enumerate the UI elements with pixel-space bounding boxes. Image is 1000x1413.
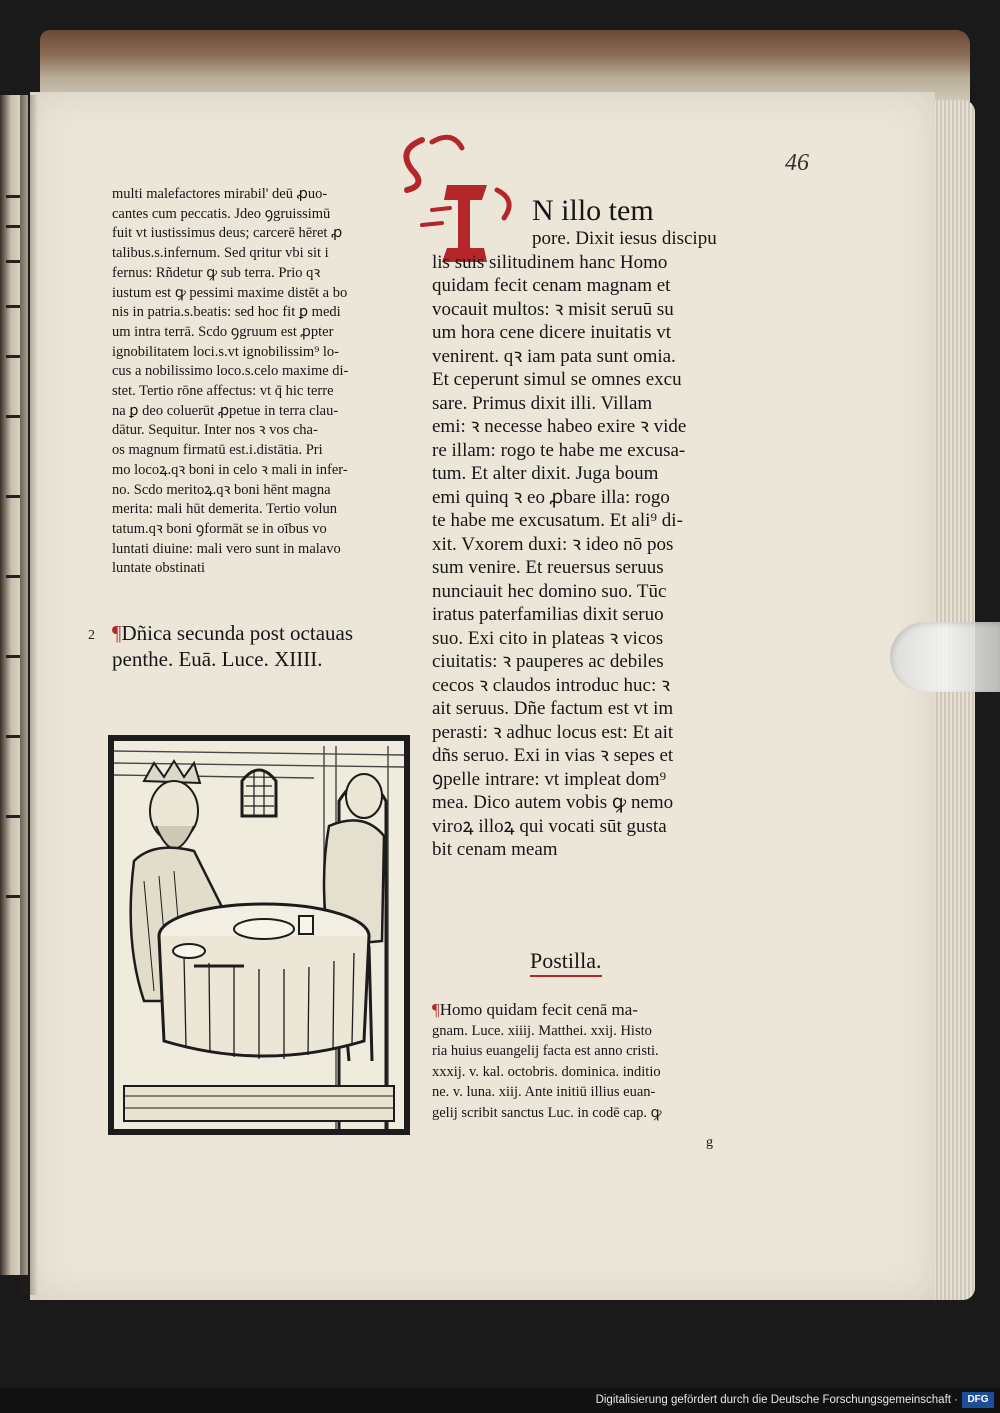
text-line: emi: ꝛ necesse habeo exire ꝛ vide	[432, 416, 687, 437]
postilla-commentary	[432, 1000, 742, 1123]
text-line: bit cenam meam	[432, 839, 558, 860]
text-line: nis in patria.s.beatis: sed hoc fit ꝑ medi	[112, 304, 341, 321]
text-line: luntate obstinati	[112, 560, 206, 577]
text-line: iratus paterfamilias dixit seruo	[432, 604, 664, 625]
text-line: cus a nobilissimo loco.s.celo maxime di-	[112, 363, 349, 380]
text-line: perasti: ꝛ adhuc locus est: Et ait	[432, 721, 674, 743]
text-line: quidam fecit cenam magnam et	[432, 275, 671, 296]
text-line: ne. v. luna. xiij. Ante initiū illius euan-	[432, 1084, 656, 1100]
text-line: dñs seruo. Exi in vias ꝛ sepes et	[432, 745, 674, 766]
text-line: ciuitatis: ꝛ pauperes ac debiles	[432, 651, 664, 672]
text-line: te habe me excusatum. Et ali⁹ di-	[432, 510, 683, 531]
text-line: nunciauit hec domino suo. Tūc	[432, 580, 667, 602]
text-line: lis suis silitudinem hanc Homo	[432, 251, 668, 273]
text-line: sum venire. Et reuersus seruus	[432, 557, 664, 578]
rubric-line: ¶Dñica secunda post octauas	[112, 621, 354, 645]
text-line: um hora cene dicere inuitatis vt	[432, 322, 671, 343]
text-line: stet. Tertio rōne affectus: vt q̄ hic terre	[112, 383, 334, 400]
text-line: ria huius euangelij facta est anno cristi.	[432, 1043, 659, 1059]
right-column-gospel-text	[432, 195, 772, 862]
text-line: pore. Dixit iesus discipu	[532, 228, 717, 249]
text-line: ¶Homo quidam fecit cenā ma-	[432, 1000, 638, 1019]
text-line: iustum est ꝙ pessimi maxime distēt a bo	[112, 284, 348, 301]
text-line: xxxij. v. kal. octobris. dominica. inditio	[432, 1063, 661, 1080]
text-line: emi quinq ꝛ eo ꝓbare illa: rogo	[432, 486, 670, 508]
text-line: cantes cum peccatis. Jdeo ꝯgruissimū	[112, 205, 331, 222]
text-line: xit. Vxorem duxi: ꝛ ideo nō pos	[432, 533, 674, 555]
spine-shadow	[20, 95, 38, 1295]
text-line: suo. Exi cito in plateas ꝛ vicos	[432, 627, 664, 649]
text-line: venirent. qꝛ iam pata sunt omia.	[432, 345, 676, 367]
text-line: dātur. Sequitur. Inter nos ꝛ vos cha-	[112, 422, 318, 439]
text-line: tum. Et alter dixit. Juga boum	[432, 463, 659, 484]
text-line: re illam: rogo te habe me excusa-	[432, 439, 686, 461]
text-line: vocauit multos: ꝛ misit seruū su	[432, 298, 674, 320]
paragraph-mark-icon: ¶	[432, 1000, 440, 1019]
text-line: mo locoꝝ.qꝛ boni in celo ꝛ mali in infer-	[112, 461, 348, 478]
funding-credit: Digitalisierung gefördert durch die Deutsche Forschungsgemeinschaft ·	[595, 1394, 958, 1406]
rubric-line: penthe. Euā. Luce. XIIII.	[112, 647, 323, 671]
feast-scene-image	[114, 741, 404, 1129]
folio-number: 46	[785, 150, 809, 176]
catchword: g	[706, 1135, 713, 1150]
gospel-rubric	[90, 620, 420, 672]
text-line: ait seruus. Dñe factum est vt im	[432, 698, 674, 719]
text-line: ignobilitatem loci.s.vt ignobilissim⁹ lo-	[112, 343, 339, 360]
text-line: um intra terrā. Scdo ꝯgruum est ꝓpter	[112, 323, 334, 340]
text-line: os magnum firmatū est.i.distātia. Pri	[112, 442, 323, 459]
text-line: tatum.qꝛ boni ꝯformāt se in oībus vo	[112, 520, 327, 537]
paragraph-mark-icon: ¶	[112, 621, 122, 645]
text-line: ꝯpelle intrare: vt impleat dom⁹	[432, 768, 667, 790]
text-line: Et ceperunt simul se omnes excu	[432, 369, 682, 390]
text-line: talibus.s.infernum. Sed qritur vbi sit i	[112, 245, 329, 262]
dfg-logo: DFG	[962, 1392, 994, 1408]
text-line: merita: mali hūt demerita. Tertio volun	[112, 501, 338, 518]
text-line: gnam. Luce. xiiij. Matthei. xxij. Histo	[432, 1022, 652, 1039]
left-column-text	[112, 185, 427, 579]
text-line: fernus: Rñdetur ꝙ sub terra. Prio qꝛ	[112, 264, 321, 281]
woodcut-illustration	[108, 735, 410, 1135]
postilla-heading: Postilla.	[530, 948, 602, 977]
marginal-number: 2	[88, 628, 95, 643]
text-line: no. Scdo meritoꝝ.qꝛ boni hēnt magna	[112, 481, 331, 498]
text-line: mea. Dico autem vobis ꝙ nemo	[432, 792, 674, 813]
text-line: fuit vt iustissimus deus; carcerē hēret ꝓ	[112, 225, 343, 242]
text-line: gelij scribit sanctus Luc. in codē cap. ꝙ	[432, 1104, 662, 1121]
text-line: sare. Primus dixit illi. Villam	[432, 392, 653, 414]
text-line: na ꝑ deo coluerūt ꝓpetue in terra clau-	[112, 402, 339, 419]
bookmark-tab	[890, 622, 1000, 692]
text-line: cecos ꝛ claudos introduc huc: ꝛ	[432, 674, 671, 696]
text-line: multi malefactores mirabil' deū ꝓuo-	[112, 186, 328, 202]
text-line: luntati diuine: mali vero sunt in malavo	[112, 540, 341, 557]
text-line: viroꝝ illoꝝ qui vocati sūt gusta	[432, 815, 667, 837]
text-line: N illo tem	[532, 195, 654, 227]
